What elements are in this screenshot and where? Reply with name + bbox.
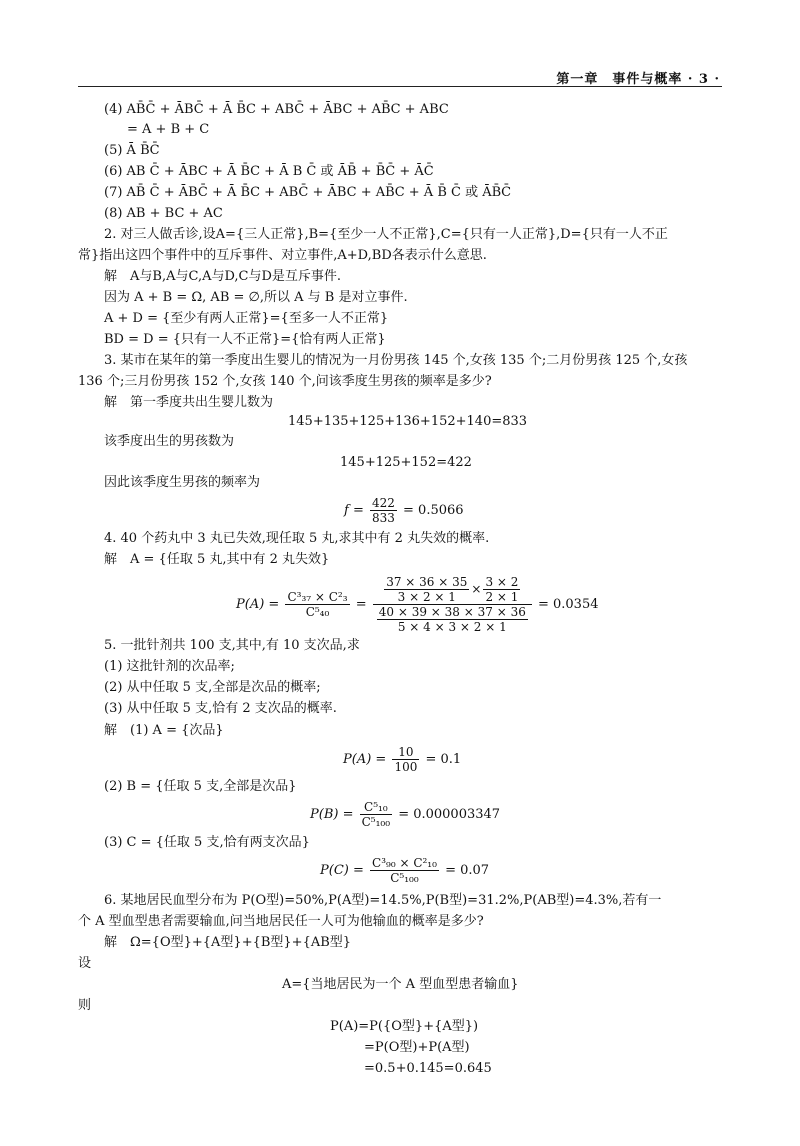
solution-6-then: 则: [78, 998, 92, 1013]
solution-6-eq2: =P(O型)+P(A型): [364, 1040, 470, 1055]
solution-6-definition: A={当地居民为一个 A 型血型患者输血}: [282, 977, 519, 992]
p5c-label: P(C) =: [320, 863, 364, 878]
solution-3-frequency: [344, 496, 464, 525]
question-5-part1: (1) 这批针剂的次品率;: [104, 659, 235, 674]
freq-denominator: 833: [371, 511, 395, 525]
p5c-result: = 0.07: [445, 863, 490, 878]
solution-5-p2: [310, 800, 500, 829]
p5c-fraction: [370, 856, 439, 885]
p4-fraction-expanded: [373, 575, 532, 634]
p4-label: P(A) =: [236, 597, 280, 612]
solution-5-p1: [343, 745, 461, 774]
solution-2-line3: A + D = {至少有两人正常}={至多一人不正常}: [104, 311, 389, 326]
question-6-line1: 6. 某地居民血型分布为 P(O型)=50%,P(A型)=14.5%,P(B型)=31.2%,P(AB型)=4.3%,若有一: [104, 893, 662, 908]
p4-result: = 0.0354: [537, 597, 599, 612]
question-5-part3: (3) 从中任取 5 支,恰有 2 支次品的概率.: [104, 701, 337, 716]
p4-dd: 5 × 4 × 3 × 2 × 1: [377, 619, 528, 634]
p5a-num: 10: [398, 745, 414, 759]
p4-expanded-den: [373, 604, 532, 634]
freq-fraction: [370, 496, 397, 525]
p4-num: C³₃₇ × C²₃: [287, 590, 348, 604]
question-2-line2: 常}指出这四个事件中的互斥事件、对立事件,A+D,BD各表示什么意思.: [78, 248, 487, 263]
solution-5-line3: (3) C = {任取 5 支,恰有两支次品}: [104, 835, 310, 850]
p4-nn-fraction: [384, 575, 469, 604]
answer-5: (5) Ā B̄C̄: [104, 143, 160, 158]
p4-nn1: 37 × 36 × 35: [386, 575, 468, 589]
answer-8: (8) AB + BC + AC: [104, 206, 223, 221]
solution-6-line1: 解 Ω={O型}+{A型}+{B型}+{AB型}: [104, 935, 352, 950]
p5b-result: = 0.000003347: [398, 807, 501, 822]
p4-nn2-fraction: [483, 575, 520, 604]
question-6-line2: 个 A 型血型患者需要输血,问当地居民任一人可为他输血的概率是多少?: [78, 914, 484, 929]
p5b-num: C⁵₁₀: [364, 800, 388, 814]
solution-6-let: 设: [78, 956, 92, 971]
question-2-line1: 2. 对三人做舌诊,设A={三人正常},B={至少一人不正常},C={只有一人正常},D={只有一人不正: [104, 227, 668, 242]
solution-2-line2: 因为 A + B = Ω, AB = ∅,所以 A 与 B 是对立事件.: [104, 290, 408, 305]
answer-7: (7) AB̄ C̄ + ĀBC̄ + Ā B̄C + ABC̄ + ĀBC + AB̄C + Ā B̄ C̄ 或 ĀB̄C̄: [104, 185, 512, 200]
p5a-fraction: [392, 745, 419, 774]
question-5-part2: (2) 从中任取 5 支,全部是次品的概率;: [104, 680, 321, 695]
p4-nd2: 2 × 1: [485, 590, 519, 604]
freq-label: f =: [344, 503, 364, 518]
solution-4-probability: [236, 575, 599, 634]
question-5: 5. 一批针剂共 100 支,其中,有 10 支次品,求: [104, 638, 360, 653]
p4-dn: 40 × 39 × 38 × 37 × 36: [378, 605, 526, 619]
question-4: 4. 40 个药丸中 3 丸已失效,现任取 5 丸,求其中有 2 丸失效的概率.: [104, 531, 490, 546]
solution-5-line1: 解 (1) A = {次品}: [104, 723, 224, 738]
solution-3-line2: 该季度出生的男孩数为: [104, 434, 235, 449]
p5a-den: 100: [394, 760, 418, 774]
solution-5-line2: (2) B = {任取 5 支,全部是次品}: [104, 779, 297, 794]
p4-times: ×: [471, 582, 482, 596]
solution-3-eq2: 145+125+152=422: [340, 455, 472, 470]
answer-4-result: = A + B + C: [127, 122, 210, 137]
question-3-line2: 136 个;三月份男孩 152 个,女孩 140 个,问该季度生男孩的频率是多少?: [78, 374, 492, 389]
solution-3-line1: 解 第一季度共出生婴儿数为: [104, 395, 274, 410]
solution-6-eq3: =0.5+0.145=0.645: [364, 1061, 492, 1076]
solution-4-line1: 解 A = {任取 5 丸,其中有 2 丸失效}: [104, 552, 330, 567]
solution-6-eq1: P(A)=P({O型}+{A型}): [330, 1019, 479, 1034]
freq-numerator: 422: [371, 496, 395, 510]
p4-equals: =: [355, 597, 367, 612]
p5c-den: C⁵₁₀₀: [370, 870, 439, 885]
header-text: 第一章 事件与概率 · 3 ·: [556, 72, 720, 87]
p4-fraction-combination: [285, 590, 349, 619]
p4-dd-fraction: [377, 605, 528, 634]
question-3-line1: 3. 某市在某年的第一季度出生婴儿的情况为一月份男孩 145 个,女孩 135 个;二月份男孩 125 个,女孩: [104, 353, 688, 368]
solution-2-line1: 解 A与B,A与C,A与D,C与D是互斥事件.: [104, 269, 342, 284]
answer-6: (6) AB C̄ + ĀBC + Ā B̄C + Ā B C̄ 或 ĀB̄ + B̄C̄ + ĀC̄: [104, 164, 434, 179]
p5b-label: P(B) =: [310, 807, 354, 822]
solution-3-line3: 因此该季度生男孩的频率为: [104, 475, 261, 490]
p5b-fraction: [360, 800, 392, 829]
p4-nn2: 3 × 2: [485, 575, 519, 589]
page-header: [78, 66, 722, 87]
freq-result: = 0.5066: [403, 503, 464, 518]
solution-2-line4: BD = D = {只有一人不正常}={恰有两人正常}: [104, 332, 386, 347]
p5a-label: P(A) =: [343, 752, 387, 767]
answer-4: (4) AB̄C̄ + ĀBC̄ + Ā B̄C + ABC̄ + ĀBC + AB̄C + ABC: [104, 102, 449, 117]
p4-nd1: 3 × 2 × 1: [384, 589, 469, 604]
solution-5-p3: [320, 856, 489, 885]
p5a-result: = 0.1: [425, 752, 462, 767]
p4-den: C⁵₄₀: [285, 604, 349, 619]
p5b-den: C⁵₁₀₀: [361, 815, 391, 829]
solution-3-eq1: 145+135+125+136+152+140=833: [288, 414, 528, 429]
p5c-num: C³₉₀ × C²₁₀: [372, 856, 437, 870]
p4-expanded-num: [373, 575, 532, 604]
